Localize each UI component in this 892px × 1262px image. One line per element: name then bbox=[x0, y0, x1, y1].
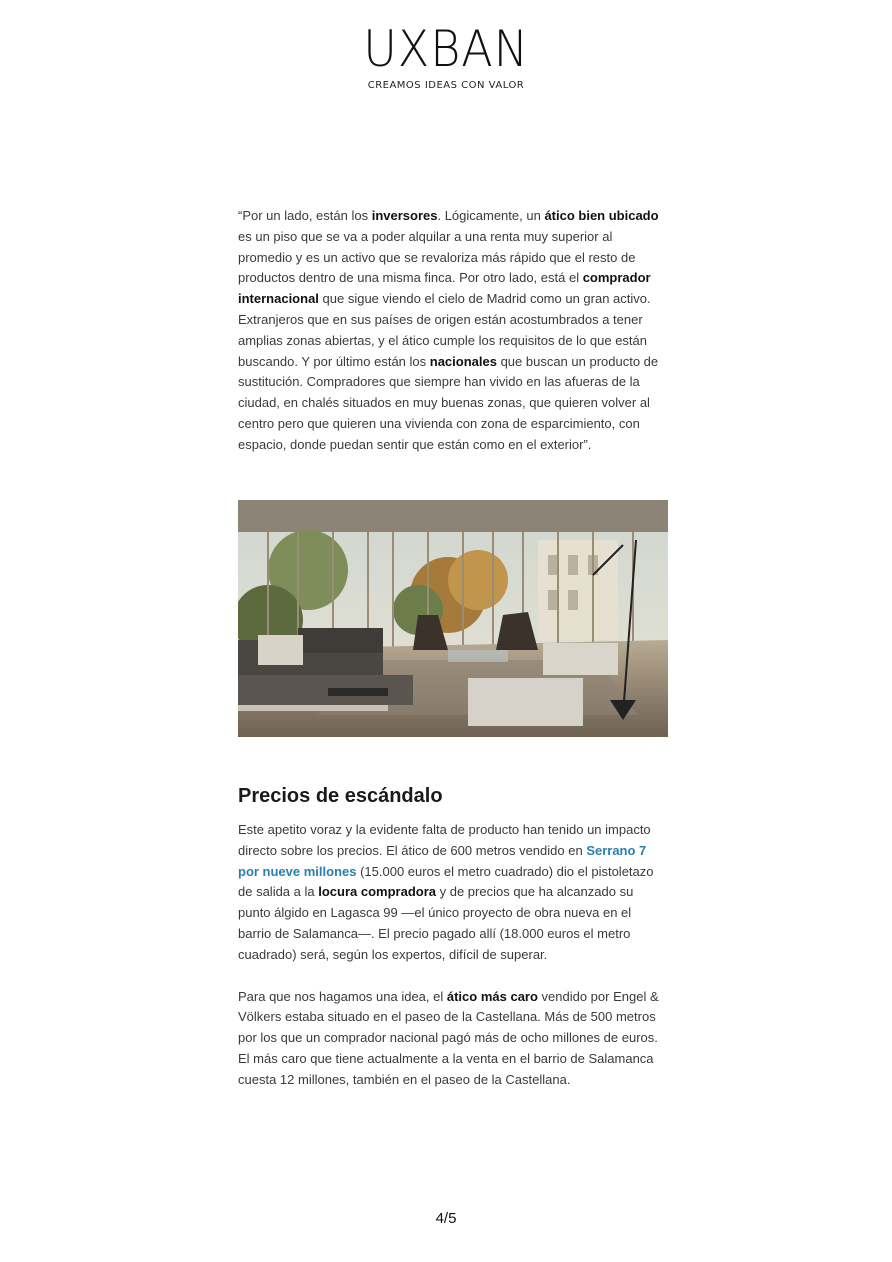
section-block bbox=[238, 785, 668, 1091]
quote-paragraph bbox=[238, 206, 668, 456]
brand-header bbox=[0, 20, 892, 91]
section-paragraph-1 bbox=[238, 820, 668, 966]
quote-emphasis: nacionales bbox=[429, 353, 497, 369]
page-number: 4/5 bbox=[435, 1210, 457, 1227]
paragraph-emphasis: locura compradora bbox=[318, 884, 436, 900]
brand-logo: UXBAN bbox=[363, 20, 529, 78]
paragraph-emphasis: ático más caro bbox=[446, 988, 538, 1004]
quote-block bbox=[238, 206, 668, 456]
quote-text: que buscan un producto de sustitución. Compradores que siempre han vivido en las afueras de la ciudad, en chalés situados en muy buenas zonas, que quieren volver al centro pero que quieren una vivienda con zona de esparcimiento, con espacio, donde puedan sentir que están como en el exterior”. bbox=[238, 353, 659, 452]
penthouse-living-room-photo bbox=[238, 500, 668, 737]
quote-emphasis: comprador internacional bbox=[238, 270, 651, 307]
paragraph-text: vendido por Engel & Völkers estaba situado en el paseo de la Castellana. Más de 500 metros por los que un comprador nacional pagó más de ocho millones de euros. El más caro que tiene actualmente a la venta en el barrio de Salamanca cuesta 12 millones, también en el paseo de la Castellana. bbox=[238, 988, 659, 1087]
quote-emphasis: inversores bbox=[371, 208, 438, 223]
paragraph-text: (15.000 euros el metro cuadrado) dio el pistoletazo de salida a la bbox=[238, 863, 654, 900]
section-paragraph-2 bbox=[238, 987, 668, 1091]
quote-text: . Lógicamente, un bbox=[437, 208, 545, 223]
paragraph-text: y de precios que ha alcanzado su punto álgido en Lagasca 99 —el único proyecto de obra nueva en el barrio de Salamanca—. El precio pagado allí (18.000 euros el metro cuadrado) será, según los expertos, difícil de superar. bbox=[238, 884, 634, 962]
quote-text: que sigue viendo el cielo de Madrid como un gran activo. Extranjeros que en sus países de origen están acostumbrados a tener amplias zonas abiertas, y el ático cumple los requisitos de lo que están buscando. Y por último están los bbox=[238, 291, 651, 369]
section-heading: Precios de escándalo bbox=[238, 785, 443, 807]
quote-text: “Por un lado, están los bbox=[238, 208, 372, 223]
brand-tagline: CREAMOS IDEAS CON VALOR bbox=[367, 80, 525, 91]
serrano-article-link[interactable]: Serrano 7 por nueve millones bbox=[238, 842, 647, 879]
paragraph-text: Para que nos hagamos una idea, el bbox=[238, 988, 447, 1004]
quote-text: es un piso que se va a poder alquilar a una renta muy superior al promedio y es un activo que se revaloriza más rápido que el resto de productos dentro de una misma finca. Por otro lado, está el bbox=[238, 228, 636, 286]
photo-illustration bbox=[238, 500, 668, 737]
quote-emphasis: ático bien ubicado bbox=[544, 208, 659, 223]
paragraph-text: Este apetito voraz y la evidente falta de producto han tenido un impacto directo sobre los precios. El ático de 600 metros vendido en bbox=[238, 822, 651, 858]
